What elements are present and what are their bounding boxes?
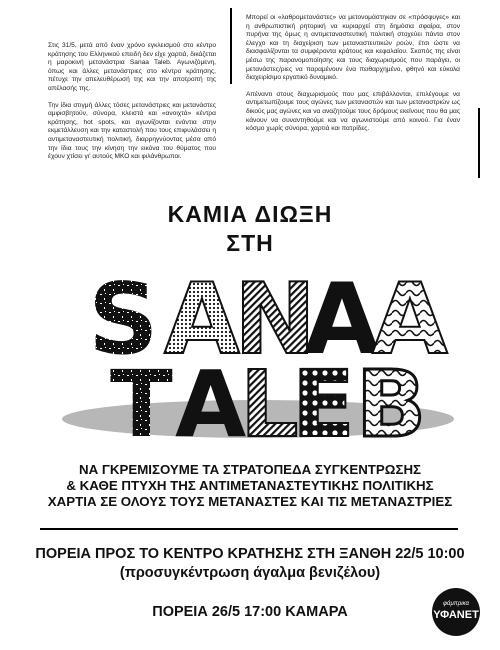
letter-a-3: A	[372, 263, 448, 377]
intro-column-left	[48, 42, 216, 170]
letter-a-4: A	[175, 351, 247, 443]
intro-paragraph-2: Την ίδια στιγμή άλλες τόσες μετανάστριες και μετανάστες αμφισβητούν, σύνορα, κλειστά και «ανοιχτά» κέντρα κράτησης, hot spots, και αγωνίζονται ενάντια στην εκμετάλλευση και την καταστολή που τους επιφυλάσσει η αντιμεταναστευτική πολιτική, διαρρηγνύοντας μέσα από την ίδια τους την κίνηση την εικόνα του θύματος που έχουν χτίσει γι' αυτούς ΜΚΟ και φιλάνθρωποι.	[48, 101, 216, 161]
letter-l: L	[240, 351, 299, 443]
demand-line-1: ΝΑ ΓΚΡΕΜΙΣΟΥΜΕ ΤΑ ΣΤΡΑΤΟΠΕΔΑ ΣΥΓΚΕΝΤΡΩΣΗΣ	[78, 462, 422, 477]
collective-logo	[432, 588, 480, 636]
demand-line-3: ΧΑΡΤΙΑ ΣΕ ΟΛΟΥΣ ΤΟΥΣ ΜΕΤΑΝΑΣΤΕΣ ΚΑΙ ΤΙΣ ΜΕΤΑΝΑΣΤΡΙΕΣ	[47, 494, 453, 509]
letter-b: B	[356, 351, 427, 443]
headline-line-1: ΚΑΜΙΑ ΔΙΩΞΗ	[167, 201, 333, 227]
letter-t: T	[110, 351, 173, 443]
letter-n: N	[234, 263, 317, 377]
march-1-details: ΠΟΡΕΙΑ ΠΡΟΣ ΤΟ ΚΕΝΤΡΟ ΚΡΑΤΗΣΗΣ ΣΤΗ ΞΑΝΘΗ 22/5 10:00	[35, 546, 465, 562]
logo-main-text: ΥΦΑΝΕΤ	[433, 609, 479, 621]
intro-paragraph-4: Απέναντι στους διαχωρισμούς που μας επιβάλλονται, επιλέγουμε να αντιμετωπίζουμε τους αγώνες των μεταναστών και των μεταναστριών ως δικούς μας αγώνες και να αναζητούμε τους δρόμους εκείνους που θα μας κάνουν να συναντηθούμε και να αγωνιστούμε από κοινού. Για έναν κόσμο χωρίς σύνορα, χαρτιά και πατρίδες.	[246, 90, 460, 133]
march-announcement-1	[0, 545, 500, 583]
letter-a-2: A	[304, 263, 380, 377]
letter-s: S	[88, 263, 159, 377]
horizontal-rule	[40, 528, 458, 530]
march-announcement-2: ΠΟΡΕΙΑ 26/5 17:00 ΚΑΜΑΡΑ	[152, 604, 348, 620]
intro-paragraph-3: Μπορεί οι «λαθρομετανάστες» να μετονομάστηκαν σε «πρόσφυγες» και η ανθρωπιστική ρητορική να κυριαρχεί στη δημόσια σφαίρα, στον πυρήνα της όμως η αντιμεταναστευτική πολιτική στοχεύει πάντα στον έλεγχο και τη διαχείριση των μεταναστευτικών ροών, έτσι ώστε να διασφαλίζονται τα συμφέροντα κράτους και κεφαλαίου. Σκοπός της είναι μέσω της παρανομοποίησης και τους διαχωρισμούς που παράγει, οι μετανάστες/ριες να παραμένουν ένα πειθαρχημένο, φθηνό και εύκολα διαχειρίσιμο εργατικό δυναμικό.	[246, 14, 460, 82]
intro-paragraph-1: Στις 31/5, μετά από έναν χρόνο εγκλεισμού στο κέντρο κράτησης του Ελληνικού επειδή δεν είχε χαρτιά, δικάζεται η μαροκινή μετανάστρια Sanaa Taleb. Αγωνιζόμενη, όπως και άλλες μετανάστριες στο κέντρο κράτησης, πέτυχε την απελευθέρωσή της και την αποτροπή της απέλασής της.	[48, 42, 216, 92]
headline-line-2: ΣΤΗ	[226, 230, 274, 256]
letter-e: E	[292, 351, 355, 443]
demands-block	[0, 462, 500, 510]
name-artwork	[0, 238, 500, 443]
vertical-rule-right	[478, 108, 480, 178]
intro-column-right	[246, 14, 460, 142]
logo-top-text: φάμπρικα	[443, 601, 469, 607]
march-1-gathering-point: (προσυγκέντρωση άγαλμα βενιζέλου)	[119, 565, 381, 581]
vertical-rule-left	[230, 8, 232, 84]
demand-line-2: & ΚΑΘΕ ΠΤΥΧΗ ΤΗΣ ΑΝΤΙΜΕΤΑΝΑΣΤΕΥΤΙΚΗΣ ΠΟΛΙΤΙΚΗΣ	[66, 478, 434, 493]
letter-a-1: A	[164, 263, 240, 377]
